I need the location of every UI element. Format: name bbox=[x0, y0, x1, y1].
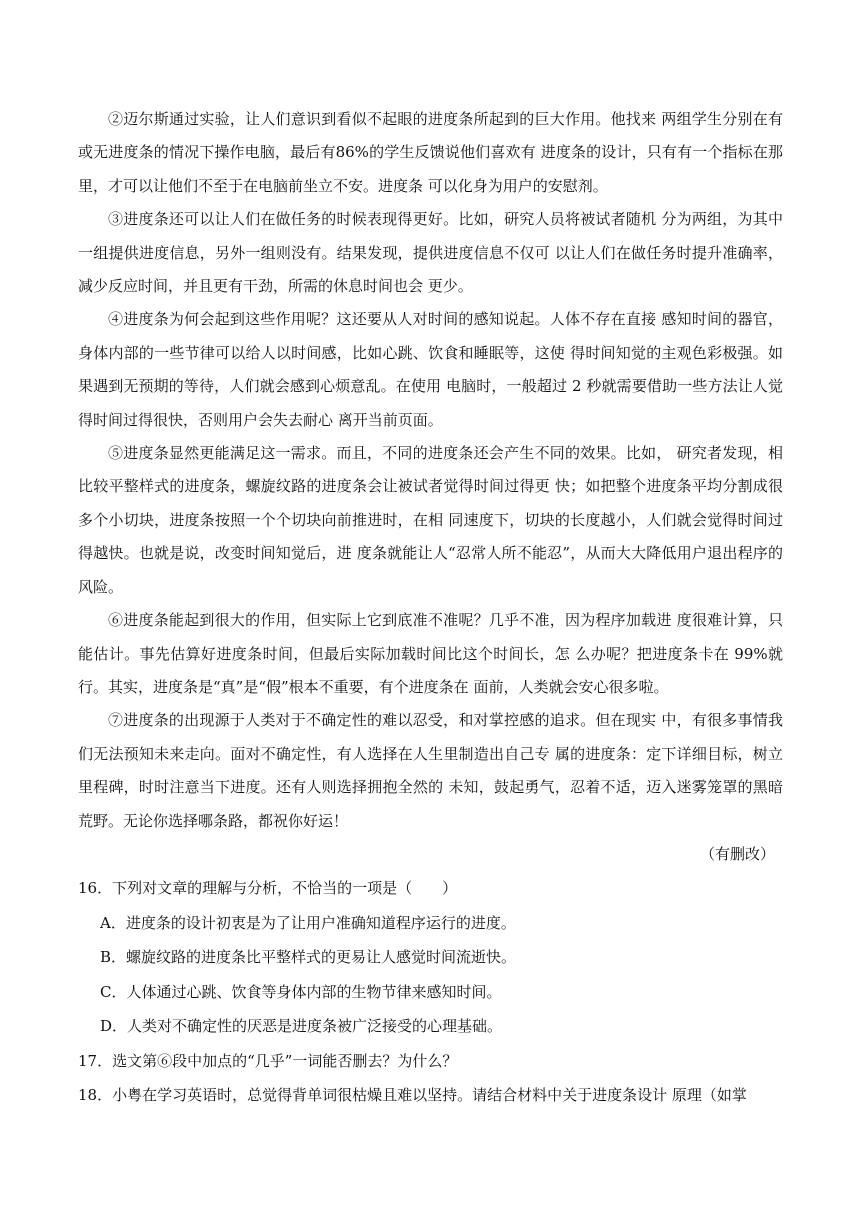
question-18-stem: 18．小粤在学习英语时，总觉得背单词很枯燥且难以坚持。请结合材料中关于进度条设计 原理（如掌 bbox=[78, 1086, 747, 1105]
paragraph-3: ③进度条还可以让人们在做任务的时候表现得更好。比如，研究人员将被试者随机 分为两组，为其中一组提供进度信息，另外一组则没有。结果发现，提供进度信息不仅可 以让人们在做任务时提升准确率，减少反应时间，并且更有干劲，所需的休息时间也会 更少。 bbox=[78, 210, 783, 296]
paragraph-7: ⑦进度条的出现源于人类对于不确定性的难以忍受，和对掌控感的追求。但在现实 中，有很多事情我们无法预知未来走向。面对不确定性，有人选择在人生里制造出自己专 属的进度条：定下详细目标，树立里程碑，时时注意当下进度。还有人则选择拥抱全然的 未知，鼓起勇气，忍着不适，迈入迷雾笼罩的黑暗荒野。无论你选择哪条路，都祝你好运！ bbox=[78, 711, 783, 830]
option-b: B．螺旋纹路的进度条比平整样式的更易让人感觉时间流逝快。 bbox=[100, 948, 517, 967]
document-page bbox=[78, 103, 783, 1113]
option-a: A．进度条的设计初衷是为了让用户准确知道程序运行的进度。 bbox=[100, 913, 516, 932]
article-body bbox=[78, 103, 783, 871]
question-17-stem: 17．选文第⑥段中加点的“几乎”一词能否删去？为什么？ bbox=[78, 1051, 458, 1070]
option-d: D．人类对不确定性的厌恶是进度条被广泛接受的心理基础。 bbox=[100, 1017, 503, 1036]
option-c: C．人体通过心跳、饮食等身体内部的生物节律来感知时间。 bbox=[100, 982, 502, 1001]
paragraph-4: ④进度条为何会起到这些作用呢？这还要从人对时间的感知说起。人体不存在直接 感知时间的器官，身体内部的一些节律可以给人以时间感，比如心跳、饮食和睡眠等，这使 得时间知觉的主观色彩极强。如果遇到无预期的等待，人们就会感到心烦意乱。在使用 电脑时，一般超过 2 秒就需要借助一些方法让人觉得时间过得很快，否则用户会失去耐心 离开当前页面。 bbox=[78, 310, 783, 429]
source-note: （有删改） bbox=[699, 844, 775, 863]
paragraph-5: ⑤进度条显然更能满足这一需求。而且，不同的进度条还会产生不同的效果。比如， 研究者发现，相比较平整样式的进度条，螺旋纹路的进度条会让被试者觉得时间过得更 快；如把整个进度条平均分割成很多个小切块，进度条按照一个个切块向前推进时，在相 同速度下，切块的长度越小，人们就会觉得时间过得越快。也就是说，改变时间知觉后，进 度条就能让人“忍常人所不能忍”，从而大大降低用户退出程序的风险。 bbox=[78, 444, 783, 596]
paragraph-6: ⑥进度条能起到很大的作用，但实际上它到底准不准呢？几乎不准，因为程序加载进 度很难计算，只能估计。事先估算好进度条时间，但最后实际加载时间比这个时间长，怎 么办呢？把进度条卡在 99%就行。其实，进度条是“真”是“假”根本不重要，有个进度条在 面前，人类就会安心很多啦。 bbox=[78, 611, 783, 696]
question-16-options bbox=[78, 906, 783, 1044]
paragraph-2: ②迈尔斯通过实验，让人们意识到看似不起眼的进度条所起到的巨大作用。他找来 两组学生分别在有或无进度条的情况下操作电脑，最后有86%的学生反馈说他们喜欢有 进度条的设计，只有有一个指标在那里，才可以让他们不至于在电脑前坐立不安。进度条 可以化身为用户的安慰剂。 bbox=[78, 110, 783, 195]
question-16-stem: 16．下列对文章的理解与分析，不恰当的一项是（ ） bbox=[78, 879, 458, 898]
question-16 bbox=[78, 871, 783, 1044]
